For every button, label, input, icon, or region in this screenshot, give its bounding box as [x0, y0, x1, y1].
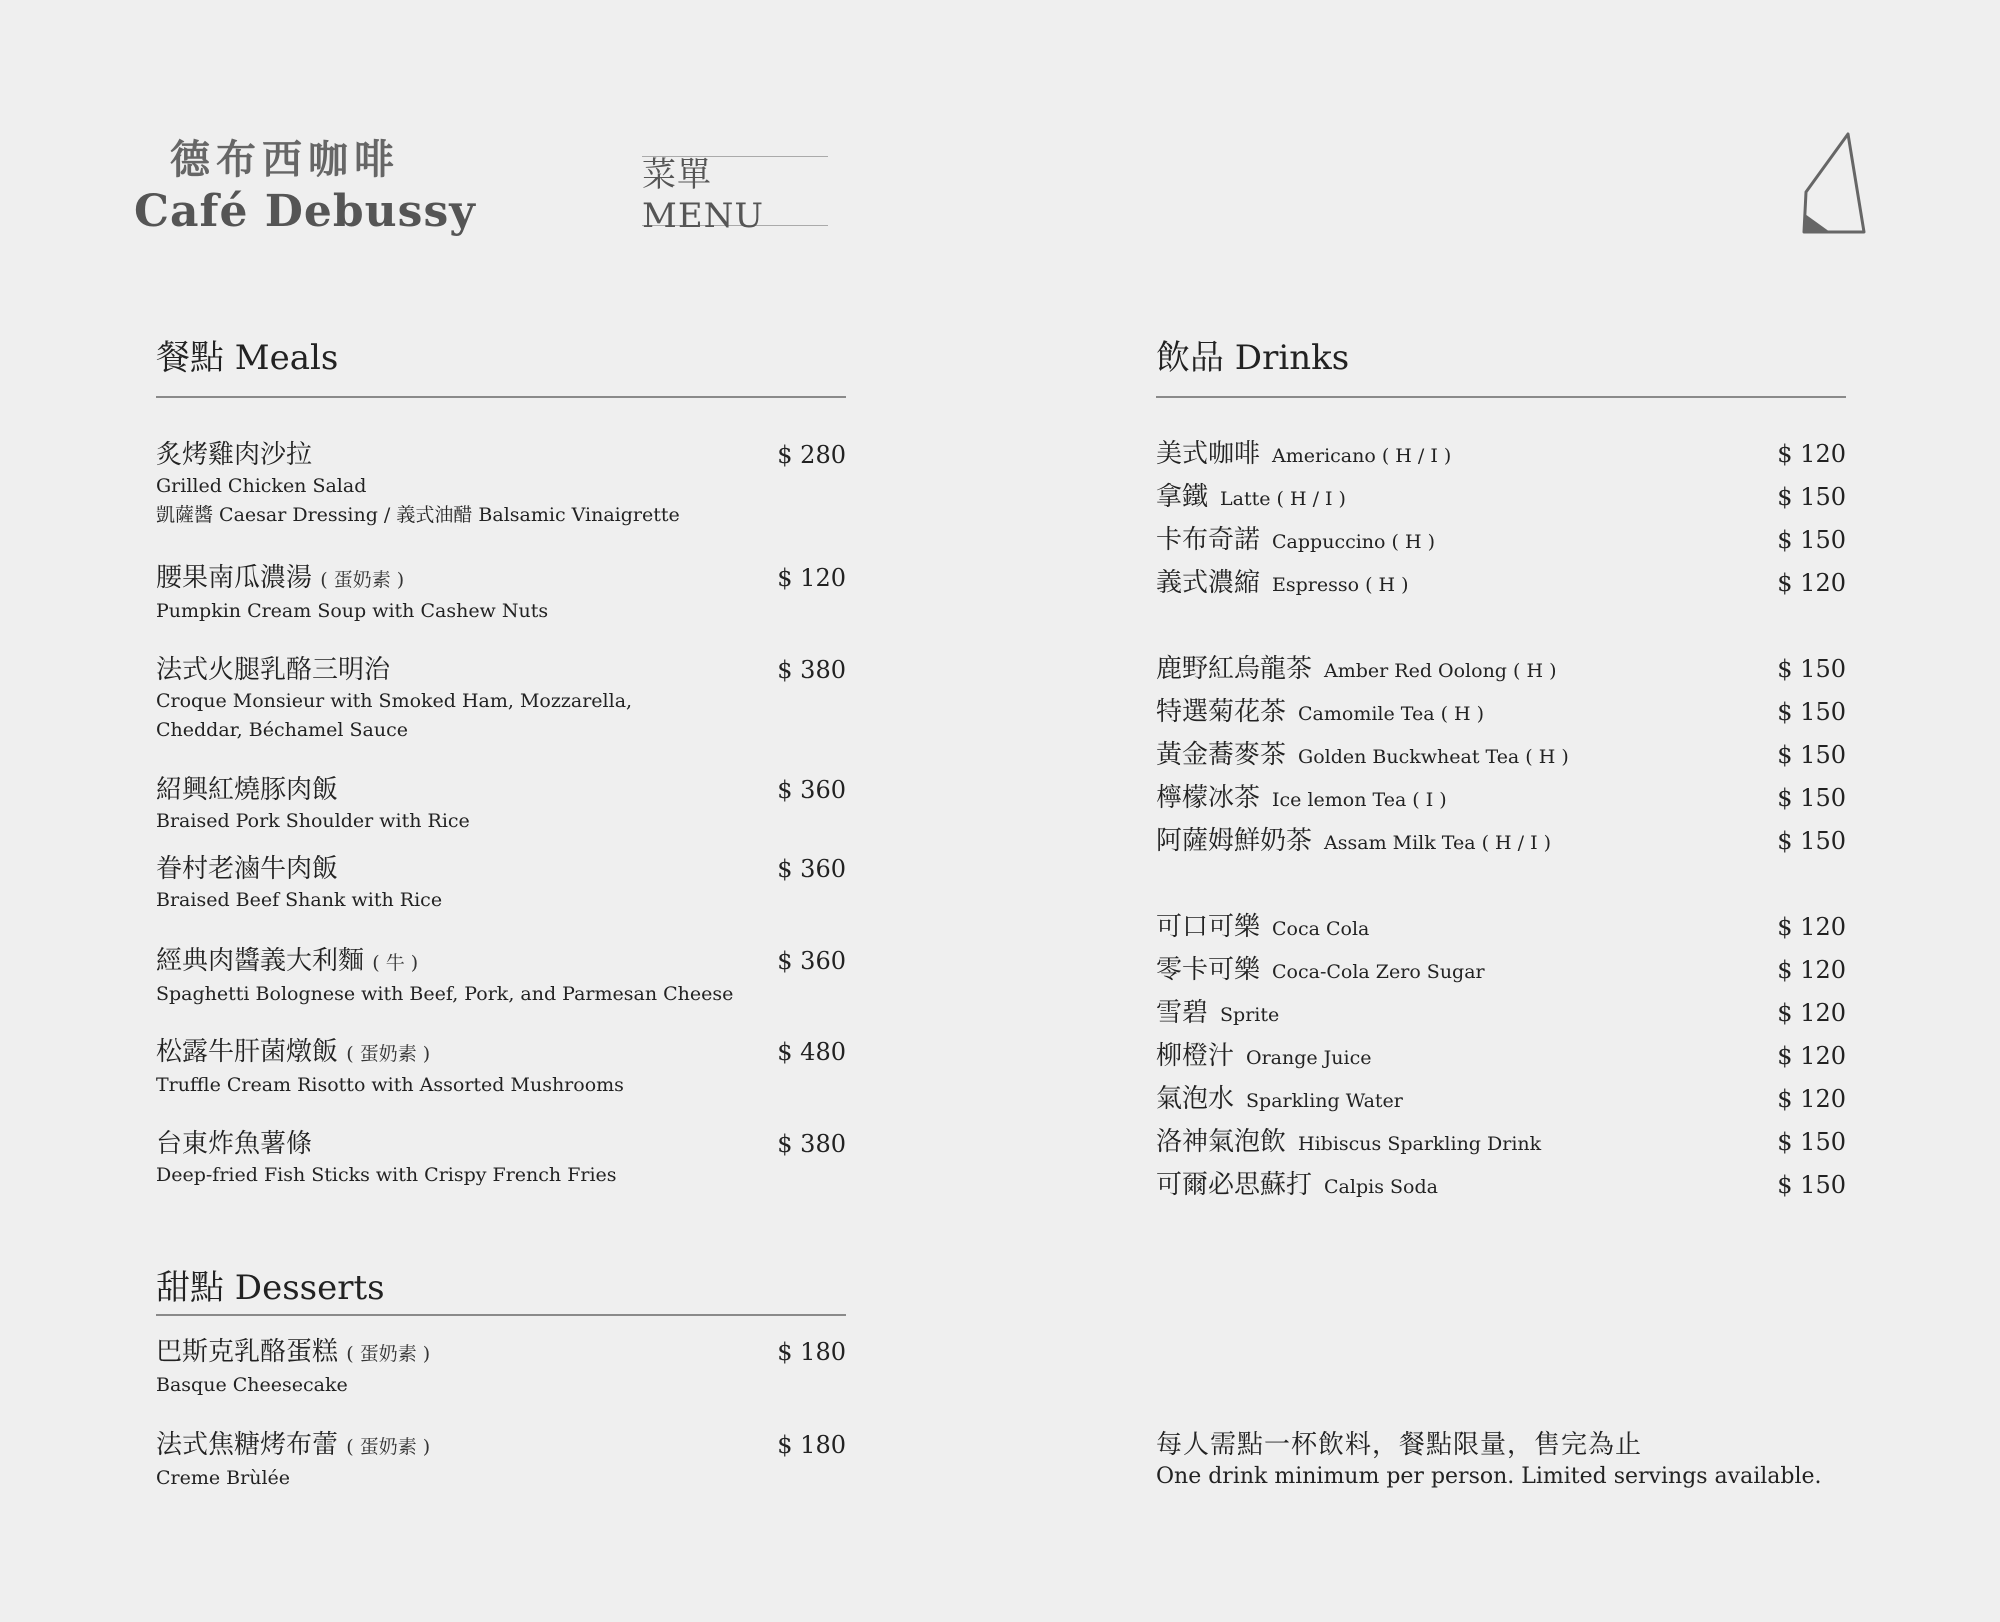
drink-price: $ 120 — [1777, 913, 1846, 941]
footer-note-en: One drink minimum per person. Limited servings available. — [1156, 1464, 1822, 1489]
drink-item — [1156, 1079, 1846, 1119]
drink-name-en: Sparkling Water — [1246, 1090, 1403, 1112]
drink-item — [1156, 692, 1846, 732]
drink-name-en: Assam Milk Tea ( H / I ) — [1324, 832, 1552, 854]
drink-price: $ 150 — [1777, 784, 1846, 812]
drink-name-en: Calpis Soda — [1324, 1176, 1438, 1198]
dessert-desc: Basque Cheesecake — [156, 1374, 348, 1396]
meal-item — [156, 561, 846, 626]
drink-price: $ 120 — [1777, 999, 1846, 1027]
drink-name-zh: 義式濃縮 — [1156, 568, 1261, 598]
meals-divider — [156, 396, 846, 398]
drink-name-en: Cappuccino ( H ) — [1272, 531, 1435, 553]
drink-name-zh: 檸檬冰茶 — [1156, 783, 1261, 813]
drink-price: $ 150 — [1777, 1171, 1846, 1199]
drink-price: $ 150 — [1777, 655, 1846, 683]
drink-name-zh: 黃金蕎麥茶 — [1156, 740, 1287, 770]
drink-name-zh: 鹿野紅烏龍茶 — [1156, 654, 1313, 684]
drink-price: $ 150 — [1777, 526, 1846, 554]
meal-item — [156, 653, 846, 745]
meal-item — [156, 1035, 846, 1100]
meal-price: $ 360 — [777, 776, 846, 804]
meal-item — [156, 773, 846, 836]
brand-name-en: Café Debussy — [134, 186, 476, 237]
drink-name-zh: 特選菊花茶 — [1156, 697, 1287, 727]
drink-price: $ 120 — [1777, 440, 1846, 468]
meal-name: 腰果南瓜濃湯 ( 蛋奶素 ) — [156, 563, 405, 593]
drink-item — [1156, 821, 1846, 861]
drink-item — [1156, 649, 1846, 689]
meal-name: 眷村老滷牛肉飯 — [156, 854, 339, 884]
drinks-divider — [1156, 396, 1846, 398]
drink-item — [1156, 1122, 1846, 1162]
menu-label-text: 菜單 MENU — [642, 154, 765, 236]
meal-desc: Truffle Cream Risotto with Assorted Mushrooms — [156, 1074, 624, 1096]
dessert-desc: Creme Brùlée — [156, 1467, 291, 1489]
drink-price: $ 150 — [1777, 698, 1846, 726]
drink-item — [1156, 907, 1846, 947]
meal-name: 紹興紅燒豚肉飯 — [156, 775, 339, 805]
meal-price: $ 360 — [777, 855, 846, 883]
dessert-name: 巴斯克乳酪蛋糕 ( 蛋奶素 ) — [156, 1337, 431, 1367]
brand-name-zh: 德布西咖啡 — [170, 136, 400, 183]
drink-price: $ 150 — [1777, 483, 1846, 511]
meal-item — [156, 438, 846, 530]
meal-price: $ 480 — [777, 1038, 846, 1066]
drink-item — [1156, 563, 1846, 603]
dessert-price: $ 180 — [777, 1431, 846, 1459]
drink-item — [1156, 477, 1846, 517]
meal-desc: Croque Monsieur with Smoked Ham, Mozzarella, — [156, 690, 633, 712]
drink-price: $ 150 — [1777, 827, 1846, 855]
drink-name-en: Camomile Tea ( H ) — [1298, 703, 1485, 725]
desserts-title: 甜點 Desserts — [156, 1268, 385, 1308]
drink-name-en: Americano ( H / I ) — [1272, 445, 1452, 467]
drink-name-en: Orange Juice — [1246, 1047, 1372, 1069]
drink-item — [1156, 1165, 1846, 1205]
dessert-price: $ 180 — [777, 1338, 846, 1366]
drinks-title: 飲品 Drinks — [1156, 338, 1350, 378]
drink-name-zh: 美式咖啡 — [1156, 439, 1261, 469]
drink-item — [1156, 993, 1846, 1033]
drink-item — [1156, 520, 1846, 560]
meal-desc: Grilled Chicken Salad — [156, 475, 367, 497]
meal-name: 經典肉醬義大利麵 ( 牛 ) — [156, 946, 419, 976]
footer-note-zh: 每人需點一杯飲料，餐點限量，售完為止 — [1156, 1430, 1643, 1460]
meal-price: $ 380 — [777, 656, 846, 684]
desserts-divider — [156, 1314, 846, 1316]
drink-name-en: Espresso ( H ) — [1272, 574, 1409, 596]
dessert-note: ( 蛋奶素 ) — [346, 1436, 431, 1458]
meal-name: 台東炸魚薯條 — [156, 1129, 313, 1159]
drink-item — [1156, 1036, 1846, 1076]
meals-title: 餐點 Meals — [156, 338, 339, 378]
meal-price: $ 360 — [777, 947, 846, 975]
meal-item — [156, 852, 846, 915]
drink-name-zh: 阿薩姆鮮奶茶 — [1156, 826, 1313, 856]
drink-price: $ 150 — [1777, 741, 1846, 769]
drink-name-zh: 可口可樂 — [1156, 912, 1261, 942]
drink-name-zh: 雪碧 — [1156, 998, 1209, 1028]
meal-name: 松露牛肝菌燉飯 ( 蛋奶素 ) — [156, 1037, 431, 1067]
drink-name-zh: 可爾必思蘇打 — [1156, 1170, 1313, 1200]
meal-desc: 凱薩醬 Caesar Dressing / 義式油醋 Balsamic Vinaigrette — [156, 504, 680, 526]
dessert-item — [156, 1428, 846, 1493]
drink-item — [1156, 434, 1846, 474]
drink-name-en: Hibiscus Sparkling Drink — [1298, 1133, 1542, 1155]
menu-label — [642, 154, 828, 236]
drink-price: $ 120 — [1777, 956, 1846, 984]
drink-item — [1156, 950, 1846, 990]
drink-item — [1156, 778, 1846, 818]
drink-name-en: Coca-Cola Zero Sugar — [1272, 961, 1485, 983]
drink-name-zh: 零卡可樂 — [1156, 955, 1261, 985]
dessert-name: 法式焦糖烤布蕾 ( 蛋奶素 ) — [156, 1430, 431, 1460]
meal-note: ( 牛 ) — [372, 952, 419, 974]
meal-name: 法式火腿乳酪三明治 — [156, 655, 391, 685]
drink-name-zh: 氣泡水 — [1156, 1084, 1235, 1114]
meal-name: 炙烤雞肉沙拉 — [156, 440, 313, 470]
meal-desc: Braised Pork Shoulder with Rice — [156, 810, 470, 832]
drink-name-zh: 卡布奇諾 — [1156, 525, 1261, 555]
drink-name-zh: 洛神氣泡飲 — [1156, 1127, 1287, 1157]
drink-price: $ 120 — [1777, 1085, 1846, 1113]
meal-desc: Deep-fried Fish Sticks with Crispy French Fries — [156, 1164, 617, 1186]
meal-price: $ 120 — [777, 564, 846, 592]
meal-item — [156, 1127, 846, 1190]
meal-item — [156, 944, 846, 1009]
drink-price: $ 120 — [1777, 1042, 1846, 1070]
drink-name-en: Sprite — [1220, 1004, 1280, 1026]
drink-name-en: Ice lemon Tea ( I ) — [1272, 789, 1447, 811]
drink-name-en: Latte ( H / I ) — [1220, 488, 1346, 510]
drink-name-zh: 拿鐵 — [1156, 482, 1209, 512]
meal-desc: Braised Beef Shank with Rice — [156, 889, 443, 911]
drink-price: $ 120 — [1777, 569, 1846, 597]
dessert-item — [156, 1335, 846, 1400]
meal-note: ( 蛋奶素 ) — [320, 569, 405, 591]
meal-desc: Cheddar, Béchamel Sauce — [156, 719, 409, 741]
drink-name-en: Golden Buckwheat Tea ( H ) — [1298, 746, 1569, 768]
drink-name-en: Coca Cola — [1272, 918, 1370, 940]
drink-name-zh: 柳橙汁 — [1156, 1041, 1235, 1071]
meal-desc: Spaghetti Bolognese with Beef, Pork, and Parmesan Cheese — [156, 983, 734, 1005]
logo-icon — [1800, 132, 1866, 238]
meal-price: $ 280 — [777, 441, 846, 469]
drink-name-en: Amber Red Oolong ( H ) — [1324, 660, 1557, 682]
drink-price: $ 150 — [1777, 1128, 1846, 1156]
meal-desc: Pumpkin Cream Soup with Cashew Nuts — [156, 600, 549, 622]
drink-item — [1156, 735, 1846, 775]
dessert-note: ( 蛋奶素 ) — [346, 1343, 431, 1365]
meal-price: $ 380 — [777, 1130, 846, 1158]
meal-note: ( 蛋奶素 ) — [346, 1043, 431, 1065]
